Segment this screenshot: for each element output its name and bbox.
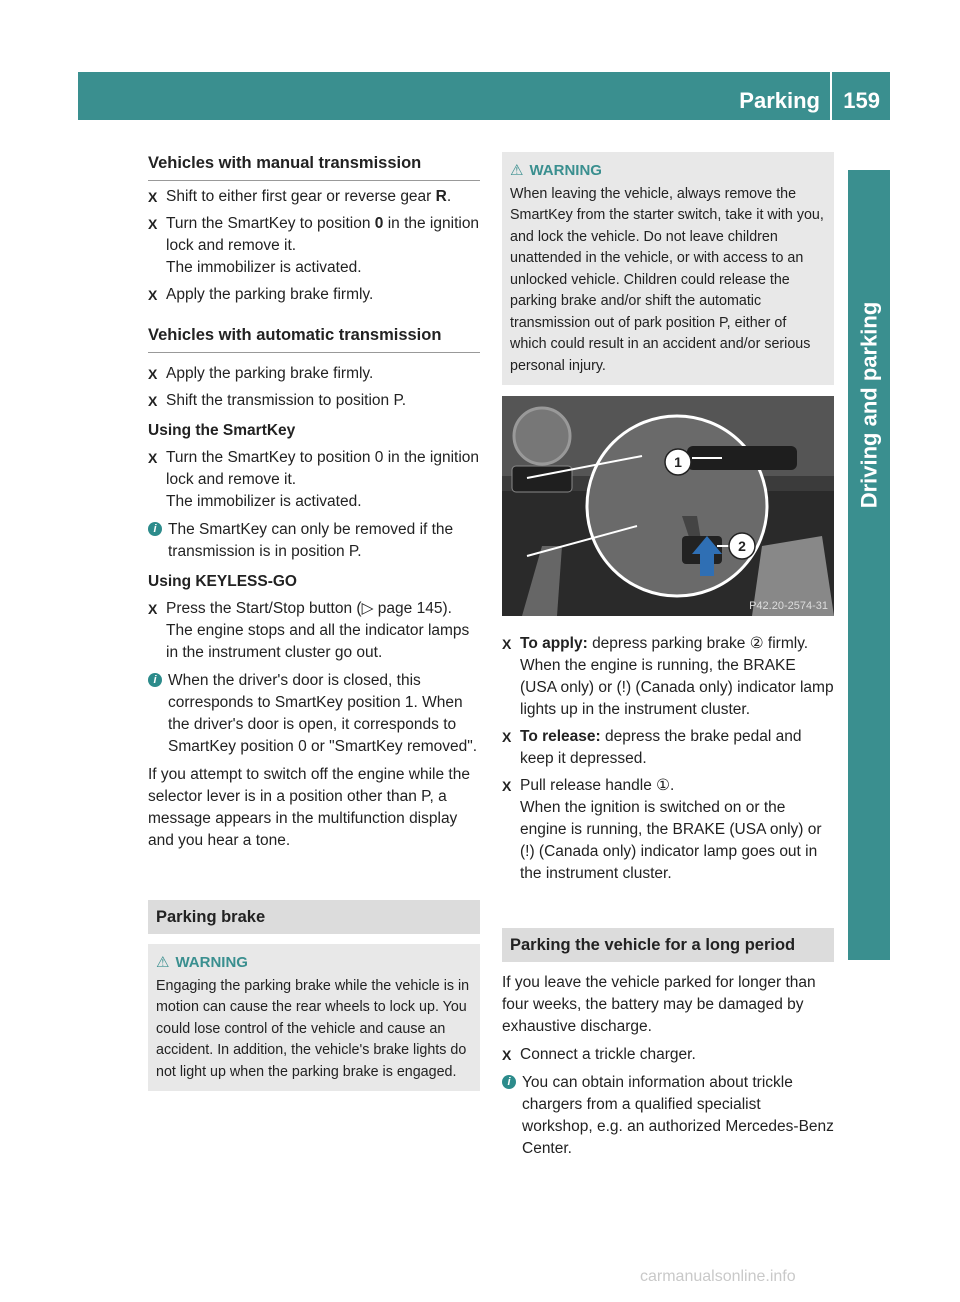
right-column [502, 152, 834, 385]
smartkey-step: X Turn the SmartKey to position 0 in the ignition lock and remove it. The immobilizer is activated. [148, 449, 480, 510]
release-step: X To release: depress the brake pedal and keep it depressed. [502, 728, 802, 767]
callout-2-label: 2 [738, 538, 746, 554]
manual-step-2: X Turn the SmartKey to position 0 in the ignition lock and remove it. The immobilizer is activated. [148, 215, 480, 276]
warning-icon: ⚠ [156, 954, 170, 971]
automatic-transmission-heading: Vehicles with automatic transmission [148, 324, 480, 353]
automatic-step-1: X Apply the parking brake firmly. [148, 365, 374, 382]
info-icon: i [148, 673, 162, 687]
apply-result: When the engine is running, the BRAKE (USA only) or (!) (Canada only) indicator lamp lights up in the instrument cluster. [520, 657, 834, 718]
trickle-step: X Connect a trickle charger. [502, 1046, 696, 1063]
parking-brake-heading: Parking brake [148, 900, 480, 934]
callout-1-label: 1 [674, 454, 682, 470]
parking-brake-photo [502, 396, 834, 616]
manual-transmission-heading: Vehicles with manual transmission [148, 152, 480, 181]
pull-step: X Pull release handle ①. When the ignition is switched on or the engine is running, the BRAKE (USA only) or (!) (Canada only) indicator lamp goes out in the instrument cluster. [502, 777, 822, 882]
long-period-paragraph: If you leave the vehicle parked for longer than four weeks, the battery may be damaged by exhaustive discharge. [502, 974, 816, 1035]
header-divider [830, 72, 832, 120]
photo-code: P42.20-2574-31 [749, 600, 828, 612]
page-number: 159 [843, 88, 880, 113]
keyless-heading: Using KEYLESS-GO [148, 573, 297, 590]
automatic-step-2: X Shift the transmission to position P. [148, 392, 407, 409]
right-column-lower [502, 628, 834, 1166]
manual-step-3: X Apply the parking brake firmly. [148, 286, 374, 303]
manual-step-2-result: The immobilizer is activated. [166, 259, 362, 276]
selector-paragraph: If you attempt to switch off the engine while the selector lever is in a position other than P, a message appears in the multifunction display and you hear a tone. [148, 766, 470, 849]
page-header-bar [78, 72, 890, 120]
info-door: i When the driver's door is closed, this corresponds to SmartKey position 1. When the driver's door is open, it corresponds to SmartKey position 0 or "SmartKey removed". [148, 670, 480, 758]
warning-icon: ⚠ [510, 162, 524, 179]
apply-step: X To apply: depress parking brake ② firmly. When the engine is running, the BRAKE (USA only) or (!) (Canada only) indicator lamp lights up in the instrument cluster. [502, 635, 834, 718]
watermark: carmanualsonline.info [640, 1268, 796, 1285]
side-tab-marker [848, 810, 890, 852]
leaving-vehicle-warning: ⚠ WARNING When leaving the vehicle, always remove the SmartKey from the starter switch, take it with you, and lock the vehicle. Do not leave children unattended in the vehicle, or with access to an unlocked vehicle. Children could release the parking brake and/or shift the automatic transmission out of park position P, either of which could result in an accident and/or serious personal injury. [502, 152, 834, 385]
info-icon: i [148, 522, 162, 536]
keyless-step: X Press the Start/Stop button (▷ page 145). The engine stops and all the indicator lamps in the instrument cluster go out. [148, 600, 470, 661]
chapter-label: Driving and parking [856, 301, 881, 509]
left-column [148, 152, 480, 1091]
info-smartkey: i The SmartKey can only be removed if the transmission is in position P. [148, 519, 480, 563]
info-trickle: i You can obtain information about trickle chargers from a qualified specialist workshop, e.g. an authorized Mercedes-Benz Center. [502, 1072, 834, 1160]
page-title: Parking [739, 88, 820, 113]
long-period-heading: Parking the vehicle for a long period [502, 928, 834, 962]
smartkey-heading: Using the SmartKey [148, 422, 296, 439]
smartkey-result: The immobilizer is activated. [166, 493, 362, 510]
info-icon: i [502, 1075, 516, 1089]
parking-brake-warning: ⚠ WARNING Engaging the parking brake while the vehicle is in motion can cause the rear wheels to lock up. You could lose control of the vehicle and cause an accident. In addition, the vehicle's brake lights do not light up when the parking brake is engaged. [148, 944, 480, 1091]
pull-result: When the ignition is switched on or the engine is running, the BRAKE (USA only) or (!) (Canada only) indicator lamp goes out in the instrument cluster. [520, 799, 822, 882]
manual-step-1: X Shift to either first gear or reverse gear R. [148, 188, 452, 205]
